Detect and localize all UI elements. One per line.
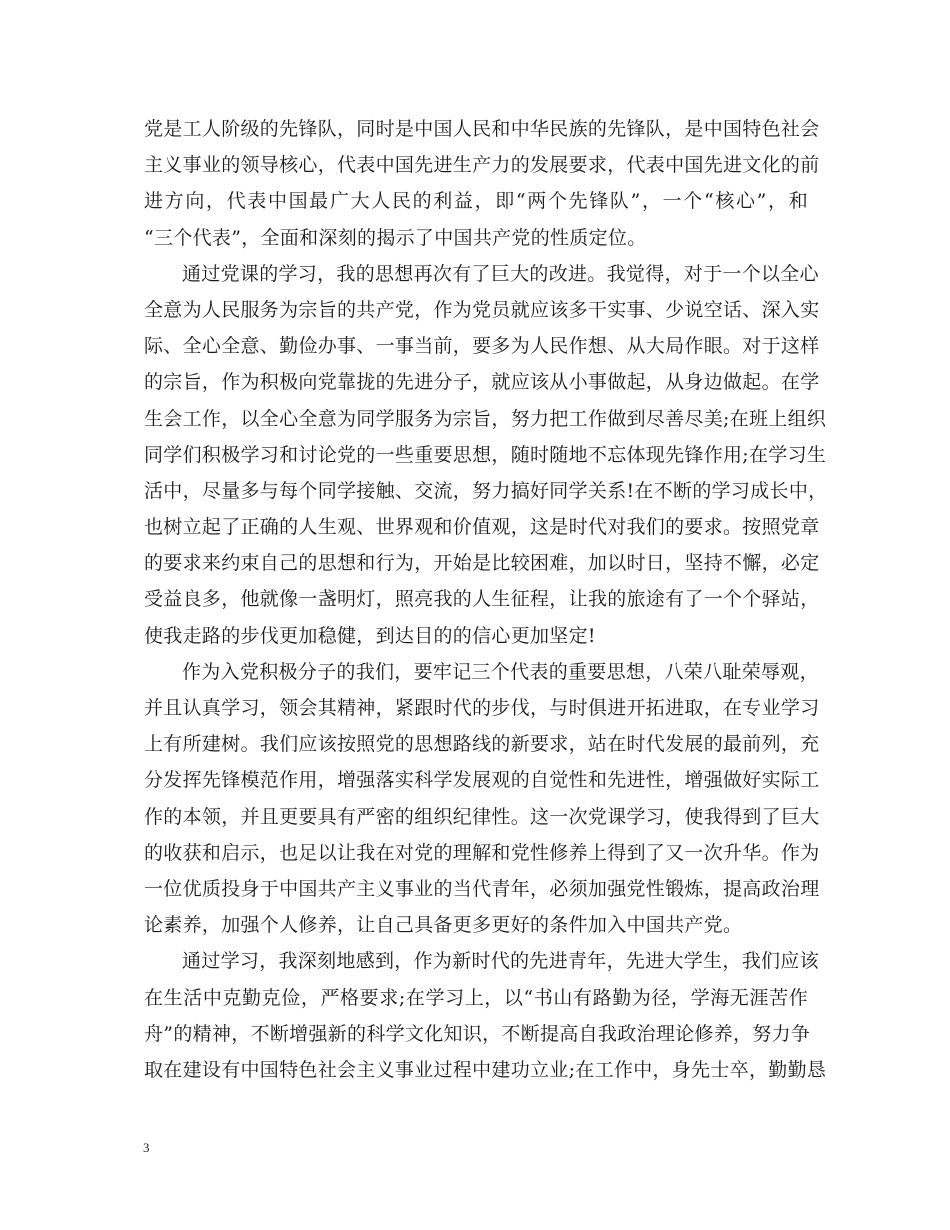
text-line: 生会工作，以全心全意为同学服务为宗旨，努力把工作做到尽善尽美;在班上组织 xyxy=(144,407,827,430)
paragraph-first-line: 通过学习，我深刻地感到，作为新时代的先进青年，先进大学生，我们应该 xyxy=(182,950,819,973)
text-line: 作的本领，并且更要具有严密的组织纪律性。这一次党课学习，使我得到了巨大 xyxy=(144,805,820,828)
text-line: 也树立起了正确的人生观、世界观和价值观，这是时代对我们的要求。按照党章 xyxy=(144,516,820,539)
text-line: 取在建设有中国特色社会主义事业过程中建功立业;在工作中，身先士卒，勤勤恳 xyxy=(144,1058,827,1081)
text-line: 的要求来约束自己的思想和行为，开始是比较困难，加以时日，坚持不懈，必定 xyxy=(144,552,820,575)
text-line: 舟”的精神，不断增强新的科学文化知识，不断提高自我政治理论修养，努力争 xyxy=(144,1022,811,1045)
text-line: 在生活中克勤克俭，严格要求;在学习上，以“书山有路勤为径，学海无涯苦作 xyxy=(144,986,808,1009)
text-line: “三个代表”，全面和深刻的揭示了中国共产党的性质定位。 xyxy=(144,226,647,249)
paragraph-first-line: 通过党课的学习，我的思想再次有了巨大的改进。我觉得，对于一个以全心 xyxy=(182,262,819,285)
text-line: 的收获和启示，也足以让我在对党的理解和党性修养上得到了又一次升华。作为 xyxy=(144,841,820,864)
text-line: 党是工人阶级的先锋队，同时是中国人民和中华民族的先锋队，是中国特色社会 xyxy=(144,118,820,140)
text-line: 并且认真学习，领会其精神，紧跟时代的步伐，与时俱进开拓进取，在专业学习 xyxy=(144,697,820,719)
text-line: 际、全心全意、勤俭办事、一事当前，要多为人民作想、从大局作眼。对于这样 xyxy=(144,335,820,358)
text-line: 使我走路的步伐更加稳健，到达目的的信心更加坚定! xyxy=(144,624,596,647)
document-body xyxy=(144,111,828,1088)
page-number: 3 xyxy=(143,1140,150,1155)
text-line: 的宗旨，作为积极向党靠拢的先进分子，就应该从小事做起，从身边做起。在学 xyxy=(144,371,820,394)
text-line: 活中，尽量多与每个同学接触、交流，努力搞好同学关系!在不断的学习成长中， xyxy=(144,479,828,502)
text-line: 同学们积极学习和讨论党的一些重要思想，随时随地不忘体现先锋作用;在学习生 xyxy=(144,443,827,466)
text-line: 进方向，代表中国最广大人民的利益，即“两个先锋队”，一个“核心”，和 xyxy=(144,190,808,213)
text-line: 论素养，加强个人修养，让自己具备更多更好的条件加入中国共产党。 xyxy=(144,914,743,937)
text-line: 一位优质投身于中国共产主义事业的当代青年，必须加强党性锻炼，提高政治理 xyxy=(144,877,820,900)
paragraph-first-line: 作为入党积极分子的我们，要牢记三个代表的重要思想，八荣八耻荣辱观， xyxy=(182,660,819,683)
text-line: 主义事业的领导核心，代表中国先进生产力的发展要求，代表中国先进文化的前 xyxy=(144,154,820,177)
text-line: 分发挥先锋模范作用，增强落实科学发展观的自觉性和先进性，增强做好实际工 xyxy=(144,769,820,792)
text-line: 全意为人民服务为宗旨的共产党，作为党员就应该多干实事、少说空话、深入实 xyxy=(144,298,820,321)
text-line: 受益良多，他就像一盏明灯，照亮我的人生征程，让我的旅途有了一个个驿站， xyxy=(144,588,820,611)
text-line: 上有所建树。我们应该按照党的思想路线的新要求，站在时代发展的最前列，充 xyxy=(144,733,820,756)
